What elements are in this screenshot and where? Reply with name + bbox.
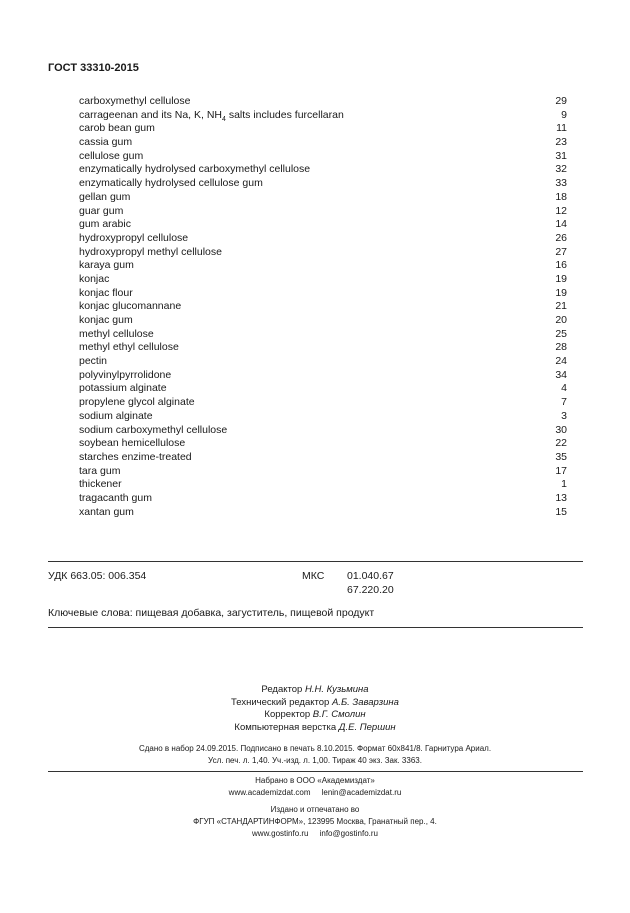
index-entry <box>79 273 567 287</box>
index-entry <box>79 506 567 520</box>
index-term: cassia gum <box>79 136 133 149</box>
index-term: propylene glycol alginate <box>79 396 195 409</box>
index-entry <box>79 451 567 465</box>
index-term: cellulose gum <box>79 149 144 162</box>
index-entry <box>79 136 567 150</box>
index-entry <box>79 478 567 492</box>
index-entry <box>79 492 567 506</box>
index-term: soybean hemicellulose <box>79 437 186 450</box>
index-page-number: 32 <box>555 163 567 176</box>
imprint-line-2: Усл. печ. л. 1,40. Уч.-изд. л. 1,00. Тираж 40 экз. Зак. 3363. <box>208 756 422 765</box>
index-page-number: 19 <box>555 272 567 285</box>
index-page-number: 28 <box>555 341 567 354</box>
index-entry <box>79 424 567 438</box>
index-page-number: 31 <box>555 149 567 162</box>
udc-code: УДК 663.05: 006.354 <box>48 570 147 582</box>
index-page-number: 16 <box>555 259 567 272</box>
imprint-publisher <box>0 804 630 840</box>
index-entry <box>79 287 567 301</box>
index-page-number: 35 <box>555 450 567 463</box>
imprint-line-7: www.gostinfo.ru info@gostinfo.ru <box>252 829 378 838</box>
index-entry <box>79 177 567 191</box>
index-page-number: 13 <box>555 491 567 504</box>
index-term: thickener <box>79 478 122 491</box>
index-entry <box>79 246 567 260</box>
index-term: methyl cellulose <box>79 327 154 340</box>
imprint-line-5: Издано и отпечатано во <box>270 805 360 814</box>
mks-label: МКС <box>302 570 325 582</box>
index-term: polyvinylpyrrolidone <box>79 368 172 381</box>
layout-line: Компьютерная верстка Д.Е. Першин <box>234 721 396 733</box>
index-entry <box>79 465 567 479</box>
index-page-number: 3 <box>561 409 567 422</box>
divider-middle <box>48 627 583 628</box>
index-page-number: 25 <box>555 327 567 340</box>
index-term: enzymatically hydrolysed cellulose gum <box>79 177 263 190</box>
index-page-number: 33 <box>555 177 567 190</box>
document-header: ГОСТ 33310-2015 <box>48 62 139 74</box>
tech-editor-line: Технический редактор А.Б. Заварзина <box>231 696 399 708</box>
index-page-number: 21 <box>555 300 567 313</box>
index-entry <box>79 191 567 205</box>
imprint-line-1: Сдано в набор 24.09.2015. Подписано в печать 8.10.2015. Формат 60x841/8. Гарнитура Ариал. <box>138 744 492 753</box>
index-term: karaya gum <box>79 259 134 272</box>
index-entry <box>79 437 567 451</box>
index-page-number: 18 <box>555 190 567 203</box>
index-term: hydroxypropyl cellulose <box>79 231 189 244</box>
index-page-number: 27 <box>555 245 567 258</box>
index-entry <box>79 232 567 246</box>
index-page-number: 12 <box>555 204 567 217</box>
index-term: enzymatically hydrolysed carboxymethyl cellulose <box>79 163 311 176</box>
index-page-number: 29 <box>555 95 567 107</box>
index-entry <box>79 410 567 424</box>
index-entry <box>79 369 567 383</box>
index-term: starches enzime-treated <box>79 450 192 463</box>
index-term: konjac gum <box>79 314 133 326</box>
index-term: xantan gum <box>79 505 134 518</box>
index-entry <box>79 341 567 355</box>
index-entry <box>79 355 567 369</box>
index-term: hydroxypropyl methyl cellulose <box>79 245 222 258</box>
index-term: konjac flour <box>79 286 133 299</box>
index-term: sodium carboxymethyl cellulose <box>79 423 228 436</box>
divider-bottom <box>48 771 583 772</box>
index-entry <box>79 205 567 219</box>
credits-block <box>0 684 630 734</box>
index-entry <box>79 314 567 328</box>
index-term: konjac glucomannane <box>79 300 182 313</box>
keywords-line: Ключевые слова: пищевая добавка, загуститель, пищевой продукт <box>48 607 375 619</box>
index-entry <box>79 163 567 177</box>
index-page-number: 22 <box>555 437 567 450</box>
imprint-line-3: Набрано в ООО «Академиздат» <box>255 776 375 785</box>
index-entry <box>79 122 567 136</box>
index-page-number: 14 <box>555 218 567 231</box>
index-page-number: 7 <box>561 396 567 409</box>
imprint-typeset <box>0 775 630 799</box>
index-page-number: 15 <box>555 505 567 518</box>
index-term: carob bean gum <box>79 122 155 135</box>
index-page-number: 4 <box>561 382 567 395</box>
index-term: gellan gum <box>79 190 131 203</box>
index-term: sodium alginate <box>79 409 153 422</box>
imprint-line-6: ФГУП «СТАНДАРТИНФОРМ», 123995 Москва, Гранатный пер., 4. <box>193 817 437 826</box>
index-term: carrageenan and its Na, K, $NH_4$ salts includes furcellaran <box>79 108 344 123</box>
alphabetical-index <box>79 95 567 519</box>
divider-top <box>48 561 583 562</box>
index-page-number: 30 <box>555 423 567 436</box>
mks-code-1: 01.040.67 <box>347 570 394 582</box>
index-entry <box>79 396 567 410</box>
proofreader-line: Корректор В.Г. Смолин <box>264 709 366 720</box>
index-page-number: 34 <box>555 368 567 381</box>
index-entry <box>79 150 567 164</box>
index-page-number: 20 <box>555 314 567 326</box>
index-term: guar gum <box>79 204 124 217</box>
imprint-line-4: www.academizdat.com lenin@academizdat.ru <box>228 788 402 797</box>
index-page-number: 17 <box>555 464 567 477</box>
index-page-number: 24 <box>555 355 567 368</box>
index-page-number: 19 <box>555 286 567 299</box>
index-entry <box>79 259 567 273</box>
index-page-number: 26 <box>555 231 567 244</box>
index-term: gum arabic <box>79 218 131 231</box>
editor-line: Редактор Н.Н. Кузьмина <box>261 684 369 695</box>
index-entry <box>79 218 567 232</box>
index-term: pectin <box>79 355 108 368</box>
index-entry <box>79 300 567 314</box>
index-entry <box>79 382 567 396</box>
index-term: carboxymethyl cellulose <box>79 95 191 107</box>
index-page-number: 23 <box>555 136 567 149</box>
index-term: tragacanth gum <box>79 491 152 504</box>
index-page-number: 9 <box>561 108 567 121</box>
index-entry <box>79 109 567 123</box>
index-entry <box>79 328 567 342</box>
mks-code-2: 67.220.20 <box>347 584 394 596</box>
index-term: konjac <box>79 272 110 285</box>
imprint-print-info <box>0 743 630 767</box>
index-term: methyl ethyl cellulose <box>79 341 179 354</box>
index-term: tara gum <box>79 464 121 477</box>
index-page-number: 11 <box>556 122 567 135</box>
index-page-number: 1 <box>561 478 567 491</box>
index-term: potassium alginate <box>79 382 167 395</box>
index-entry <box>79 95 567 109</box>
